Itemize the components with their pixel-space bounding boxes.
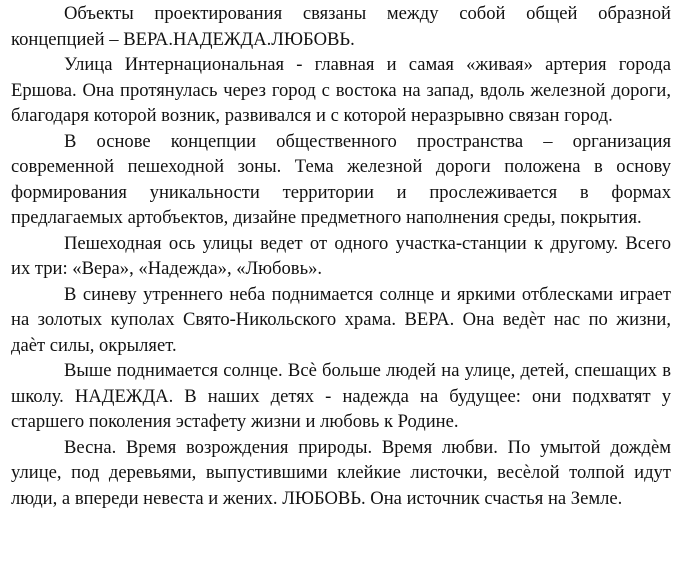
paragraph-concept: Объекты проектирования связаны между собой общей образной концепцией – ВЕРА.НАДЕЖДА.ЛЮБОВЬ. <box>11 3 671 50</box>
paragraph-faith: В синеву утреннего неба поднимается солнце и яркими отблесками играет на золотых куполах Свято-Никольского храма. ВЕРА. Она ведѐт нас по жизни, даѐт силы, окрыляет. <box>11 283 671 356</box>
paragraph-public-space: В основе концепции общественного пространства – организация современной пешеходной зоны. Тема железной дороги положена в основу формирования уникальности территории и прослеживается в формах предлагаемых артобъектов, дизайне предметного наполнения среды, покрытия. <box>11 130 671 228</box>
paragraph-love: Весна. Время возрождения природы. Время любви. По умытой дождѐм улице, под деревьями, выпустившими клейкие листочки, весѐлой толпой идут люди, а впереди невеста и жених. ЛЮБОВЬ. Она источник счастья на Земле. <box>11 436 671 509</box>
paragraph-hope: Выше поднимается солнце. Всѐ больше людей на улице, детей, спешащих в школу. НАДЕЖДА. В наших детях - надежда на будущее: они подхватят у старшего поколения эстафету жизни и любовь к Родине. <box>11 360 671 432</box>
paragraph-street: Улица Интернациональная - главная и самая «живая» артерия города Ершова. Она протянулась через город с востока на запад, вдоль железной дороги, благодаря которой возник, развивался и с которой неразрывно связан город. <box>11 54 671 126</box>
paragraph-pedestrian-axis: Пешеходная ось улицы ведет от одного участка-станции к другому. Всего их три: «Вера», «Надежда», «Любовь». <box>11 232 671 279</box>
